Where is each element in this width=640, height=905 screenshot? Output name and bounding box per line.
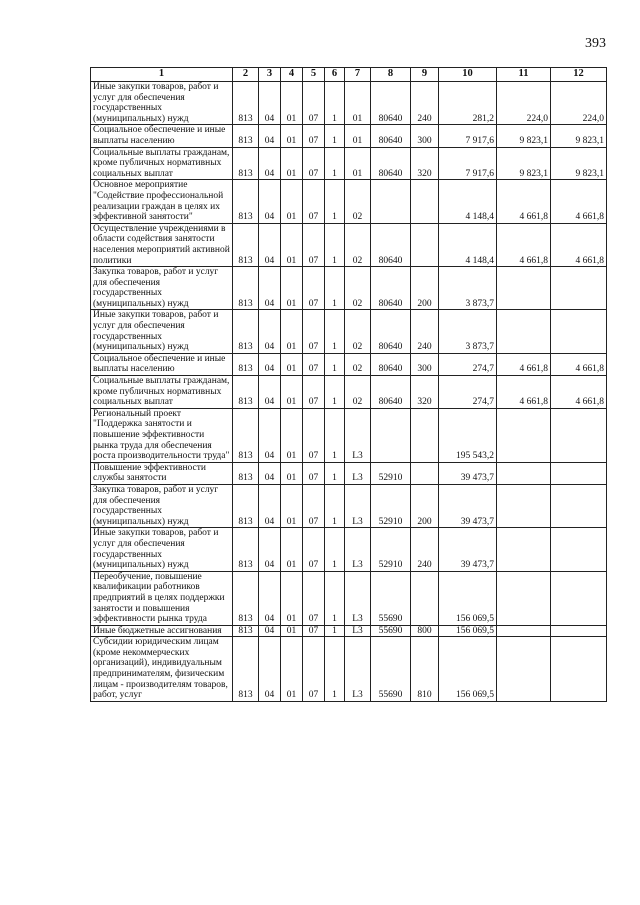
table-cell: 52910: [371, 462, 411, 484]
table-cell: 813: [233, 528, 259, 571]
table-cell: 55690: [371, 625, 411, 637]
table-cell: 7 917,6: [439, 147, 497, 180]
table-cell: 320: [411, 147, 439, 180]
table-cell: 04: [259, 267, 281, 310]
row-name-cell: Закупка товаров, работ и услуг для обеспечения государственных (муниципальных) нужд: [91, 484, 233, 527]
table-cell: [411, 571, 439, 625]
table-cell: 39 473,7: [439, 528, 497, 571]
table-cell: 04: [259, 223, 281, 266]
table-cell: 01: [281, 125, 303, 147]
row-name-cell: Субсидии юридическим лицам (кроме некоммерческих организаций), индивидуальным предпринимателям, физическим лицам - производителям товаров, работ, услуг: [91, 637, 233, 702]
table-cell: 02: [345, 223, 371, 266]
table-row: [91, 484, 607, 527]
table-row: [91, 637, 607, 702]
table-cell: 04: [259, 625, 281, 637]
table-cell: [411, 408, 439, 462]
table-cell: 4 148,4: [439, 180, 497, 223]
table-cell: 1: [325, 376, 345, 409]
table-cell: 4 661,8: [551, 180, 607, 223]
table-cell: [371, 408, 411, 462]
table-cell: 01: [345, 147, 371, 180]
table-cell: 07: [303, 147, 325, 180]
table-cell: 01: [281, 462, 303, 484]
table-cell: [497, 637, 551, 702]
table-cell: 813: [233, 376, 259, 409]
column-header: 9: [411, 68, 439, 82]
table-cell: 7 917,6: [439, 125, 497, 147]
table-cell: 1: [325, 625, 345, 637]
table-cell: 1: [325, 223, 345, 266]
table-cell: 813: [233, 125, 259, 147]
table-cell: 1: [325, 637, 345, 702]
table-cell: 01: [281, 180, 303, 223]
table-cell: 1: [325, 353, 345, 375]
table-cell: 274,7: [439, 353, 497, 375]
table-cell: 07: [303, 571, 325, 625]
column-header: 3: [259, 68, 281, 82]
row-name-cell: Иные закупки товаров, работ и услуг для обеспечения государственных (муниципальных) нужд: [91, 82, 233, 125]
table-cell: 01: [281, 528, 303, 571]
table-cell: 813: [233, 310, 259, 353]
table-cell: [551, 637, 607, 702]
table-cell: 07: [303, 310, 325, 353]
table-row: [91, 125, 607, 147]
column-header: 5: [303, 68, 325, 82]
table-cell: 813: [233, 625, 259, 637]
column-header: 8: [371, 68, 411, 82]
table-cell: 4 661,8: [497, 223, 551, 266]
table-cell: 224,0: [551, 82, 607, 125]
table-row: [91, 223, 607, 266]
table-cell: 813: [233, 267, 259, 310]
table-cell: 07: [303, 625, 325, 637]
table-cell: 4 661,8: [497, 353, 551, 375]
table-cell: 02: [345, 376, 371, 409]
table-cell: 01: [281, 353, 303, 375]
table-cell: 01: [345, 82, 371, 125]
table-cell: 07: [303, 528, 325, 571]
table-cell: 02: [345, 267, 371, 310]
table-cell: 04: [259, 637, 281, 702]
table-cell: 01: [281, 310, 303, 353]
table-row: [91, 353, 607, 375]
column-header: 2: [233, 68, 259, 82]
table-cell: [411, 462, 439, 484]
table-cell: [411, 223, 439, 266]
table-cell: 800: [411, 625, 439, 637]
table-cell: 274,7: [439, 376, 497, 409]
table-cell: L3: [345, 625, 371, 637]
table-cell: [551, 462, 607, 484]
table-cell: 07: [303, 180, 325, 223]
table-cell: 1: [325, 125, 345, 147]
table-cell: 04: [259, 353, 281, 375]
table-cell: 1: [325, 180, 345, 223]
row-name-cell: Региональный проект "Поддержка занятости и повышение эффективности рынка труда для обеспечения роста производительности труда": [91, 408, 233, 462]
page-number: 393: [585, 36, 606, 51]
table-cell: [551, 625, 607, 637]
row-name-cell: Переобучение, повышение квалификации работников предприятий в целях поддержки занятости и повышения эффективности рынка труда: [91, 571, 233, 625]
table-row: [91, 571, 607, 625]
column-header: 7: [345, 68, 371, 82]
table-cell: [551, 528, 607, 571]
column-header: 10: [439, 68, 497, 82]
table-cell: 01: [281, 408, 303, 462]
table-cell: [551, 408, 607, 462]
table-cell: 4 661,8: [551, 376, 607, 409]
table-cell: 4 661,8: [551, 353, 607, 375]
table-cell: [497, 528, 551, 571]
table-cell: 04: [259, 408, 281, 462]
table-cell: 320: [411, 376, 439, 409]
table-cell: 240: [411, 82, 439, 125]
table-cell: 07: [303, 125, 325, 147]
table-cell: [497, 408, 551, 462]
row-name-cell: Основное мероприятие "Содействие профессиональной реализации граждан в целях их эффективной занятости": [91, 180, 233, 223]
table-cell: 3 873,7: [439, 267, 497, 310]
table-cell: 04: [259, 180, 281, 223]
table-cell: 4 148,4: [439, 223, 497, 266]
table-cell: L3: [345, 408, 371, 462]
table-cell: 07: [303, 223, 325, 266]
table-cell: 01: [281, 637, 303, 702]
table-cell: 01: [345, 125, 371, 147]
table-cell: L3: [345, 528, 371, 571]
table-cell: L3: [345, 484, 371, 527]
table-cell: 1: [325, 82, 345, 125]
table-cell: 813: [233, 223, 259, 266]
table-cell: 80640: [371, 223, 411, 266]
table-cell: 04: [259, 462, 281, 484]
table-cell: 39 473,7: [439, 462, 497, 484]
table-cell: 04: [259, 147, 281, 180]
row-name-cell: Осуществление учреждениями в области содействия занятости населения мероприятий активной политики: [91, 223, 233, 266]
table-cell: 156 069,5: [439, 637, 497, 702]
table-cell: 80640: [371, 125, 411, 147]
table-cell: 80640: [371, 310, 411, 353]
table-cell: 01: [281, 223, 303, 266]
table-cell: [371, 180, 411, 223]
table-cell: 07: [303, 637, 325, 702]
table-cell: 1: [325, 408, 345, 462]
table-cell: 300: [411, 125, 439, 147]
table-row: [91, 82, 607, 125]
table-header-row: [91, 68, 607, 82]
table-cell: 4 661,8: [497, 376, 551, 409]
table-cell: 80640: [371, 82, 411, 125]
table-cell: [497, 267, 551, 310]
budget-table: [90, 67, 607, 702]
table-cell: 224,0: [497, 82, 551, 125]
table-cell: 01: [281, 376, 303, 409]
table-cell: 02: [345, 310, 371, 353]
table-cell: 813: [233, 484, 259, 527]
column-header: 4: [281, 68, 303, 82]
row-name-cell: Иные бюджетные ассигнования: [91, 625, 233, 637]
table-cell: 55690: [371, 571, 411, 625]
table-cell: 300: [411, 353, 439, 375]
table-cell: 04: [259, 484, 281, 527]
table-cell: 200: [411, 484, 439, 527]
table-cell: 1: [325, 484, 345, 527]
table-cell: 04: [259, 310, 281, 353]
table-cell: L3: [345, 571, 371, 625]
table-row: [91, 267, 607, 310]
column-header: 6: [325, 68, 345, 82]
table-cell: 01: [281, 82, 303, 125]
table-cell: 52910: [371, 528, 411, 571]
table-cell: 4 661,8: [551, 223, 607, 266]
table-cell: 195 543,2: [439, 408, 497, 462]
table-cell: 04: [259, 82, 281, 125]
table-cell: 240: [411, 528, 439, 571]
table-cell: 813: [233, 408, 259, 462]
table-cell: [551, 571, 607, 625]
row-name-cell: Социальные выплаты гражданам, кроме публичных нормативных социальных выплат: [91, 376, 233, 409]
table-cell: 07: [303, 353, 325, 375]
table-cell: 813: [233, 180, 259, 223]
table-cell: L3: [345, 462, 371, 484]
table-cell: 04: [259, 528, 281, 571]
table-cell: 1: [325, 147, 345, 180]
table-row: [91, 376, 607, 409]
table-cell: 3 873,7: [439, 310, 497, 353]
table-cell: 01: [281, 484, 303, 527]
table-cell: 02: [345, 180, 371, 223]
table-cell: 07: [303, 462, 325, 484]
table-cell: [497, 571, 551, 625]
table-cell: 813: [233, 353, 259, 375]
row-name-cell: Социальное обеспечение и иные выплаты населению: [91, 353, 233, 375]
table-row: [91, 310, 607, 353]
table-cell: 281,2: [439, 82, 497, 125]
row-name-cell: Социальные выплаты гражданам, кроме публичных нормативных социальных выплат: [91, 147, 233, 180]
table-row: [91, 180, 607, 223]
table-cell: 39 473,7: [439, 484, 497, 527]
table-cell: 07: [303, 408, 325, 462]
table-cell: 07: [303, 376, 325, 409]
column-header: 1: [91, 68, 233, 82]
table-cell: 04: [259, 125, 281, 147]
table-cell: [551, 267, 607, 310]
table-cell: 80640: [371, 353, 411, 375]
table-cell: 1: [325, 267, 345, 310]
table-cell: [497, 310, 551, 353]
table-cell: 52910: [371, 484, 411, 527]
table-body: [91, 82, 607, 702]
table-cell: 240: [411, 310, 439, 353]
table-cell: 01: [281, 571, 303, 625]
column-header: 11: [497, 68, 551, 82]
table-cell: 200: [411, 267, 439, 310]
table-cell: [497, 484, 551, 527]
table-cell: 80640: [371, 147, 411, 180]
table-cell: 813: [233, 571, 259, 625]
table-cell: 07: [303, 484, 325, 527]
table-cell: 813: [233, 82, 259, 125]
table-cell: 02: [345, 353, 371, 375]
table-cell: 4 661,8: [497, 180, 551, 223]
table-cell: 9 823,1: [497, 147, 551, 180]
table-cell: L3: [345, 637, 371, 702]
table-cell: [497, 625, 551, 637]
table-cell: 55690: [371, 637, 411, 702]
table-cell: [411, 180, 439, 223]
table-cell: [551, 484, 607, 527]
table-cell: 80640: [371, 376, 411, 409]
table-cell: [497, 462, 551, 484]
table-row: [91, 528, 607, 571]
table-cell: 01: [281, 147, 303, 180]
row-name-cell: Социальное обеспечение и иные выплаты населению: [91, 125, 233, 147]
table-cell: 1: [325, 571, 345, 625]
table-cell: 1: [325, 462, 345, 484]
table-cell: [551, 310, 607, 353]
table-cell: 07: [303, 267, 325, 310]
table-cell: 9 823,1: [497, 125, 551, 147]
table-cell: 9 823,1: [551, 125, 607, 147]
table-cell: 04: [259, 571, 281, 625]
table-cell: 156 069,5: [439, 625, 497, 637]
table-cell: 813: [233, 147, 259, 180]
table-cell: 01: [281, 625, 303, 637]
table-row: [91, 462, 607, 484]
column-header: 12: [551, 68, 607, 82]
table-row: [91, 408, 607, 462]
table-cell: 813: [233, 637, 259, 702]
table-cell: 1: [325, 310, 345, 353]
row-name-cell: Иные закупки товаров, работ и услуг для обеспечения государственных (муниципальных) нужд: [91, 528, 233, 571]
table-cell: 01: [281, 267, 303, 310]
table-cell: 810: [411, 637, 439, 702]
table-cell: 813: [233, 462, 259, 484]
table-cell: 80640: [371, 267, 411, 310]
row-name-cell: Закупка товаров, работ и услуг для обеспечения государственных (муниципальных) нужд: [91, 267, 233, 310]
table-cell: 07: [303, 82, 325, 125]
table-row: [91, 147, 607, 180]
table-cell: 1: [325, 528, 345, 571]
table-row: [91, 625, 607, 637]
row-name-cell: Повышение эффективности службы занятости: [91, 462, 233, 484]
table-cell: 9 823,1: [551, 147, 607, 180]
row-name-cell: Иные закупки товаров, работ и услуг для обеспечения государственных (муниципальных) нужд: [91, 310, 233, 353]
table-cell: 156 069,5: [439, 571, 497, 625]
table-cell: 04: [259, 376, 281, 409]
